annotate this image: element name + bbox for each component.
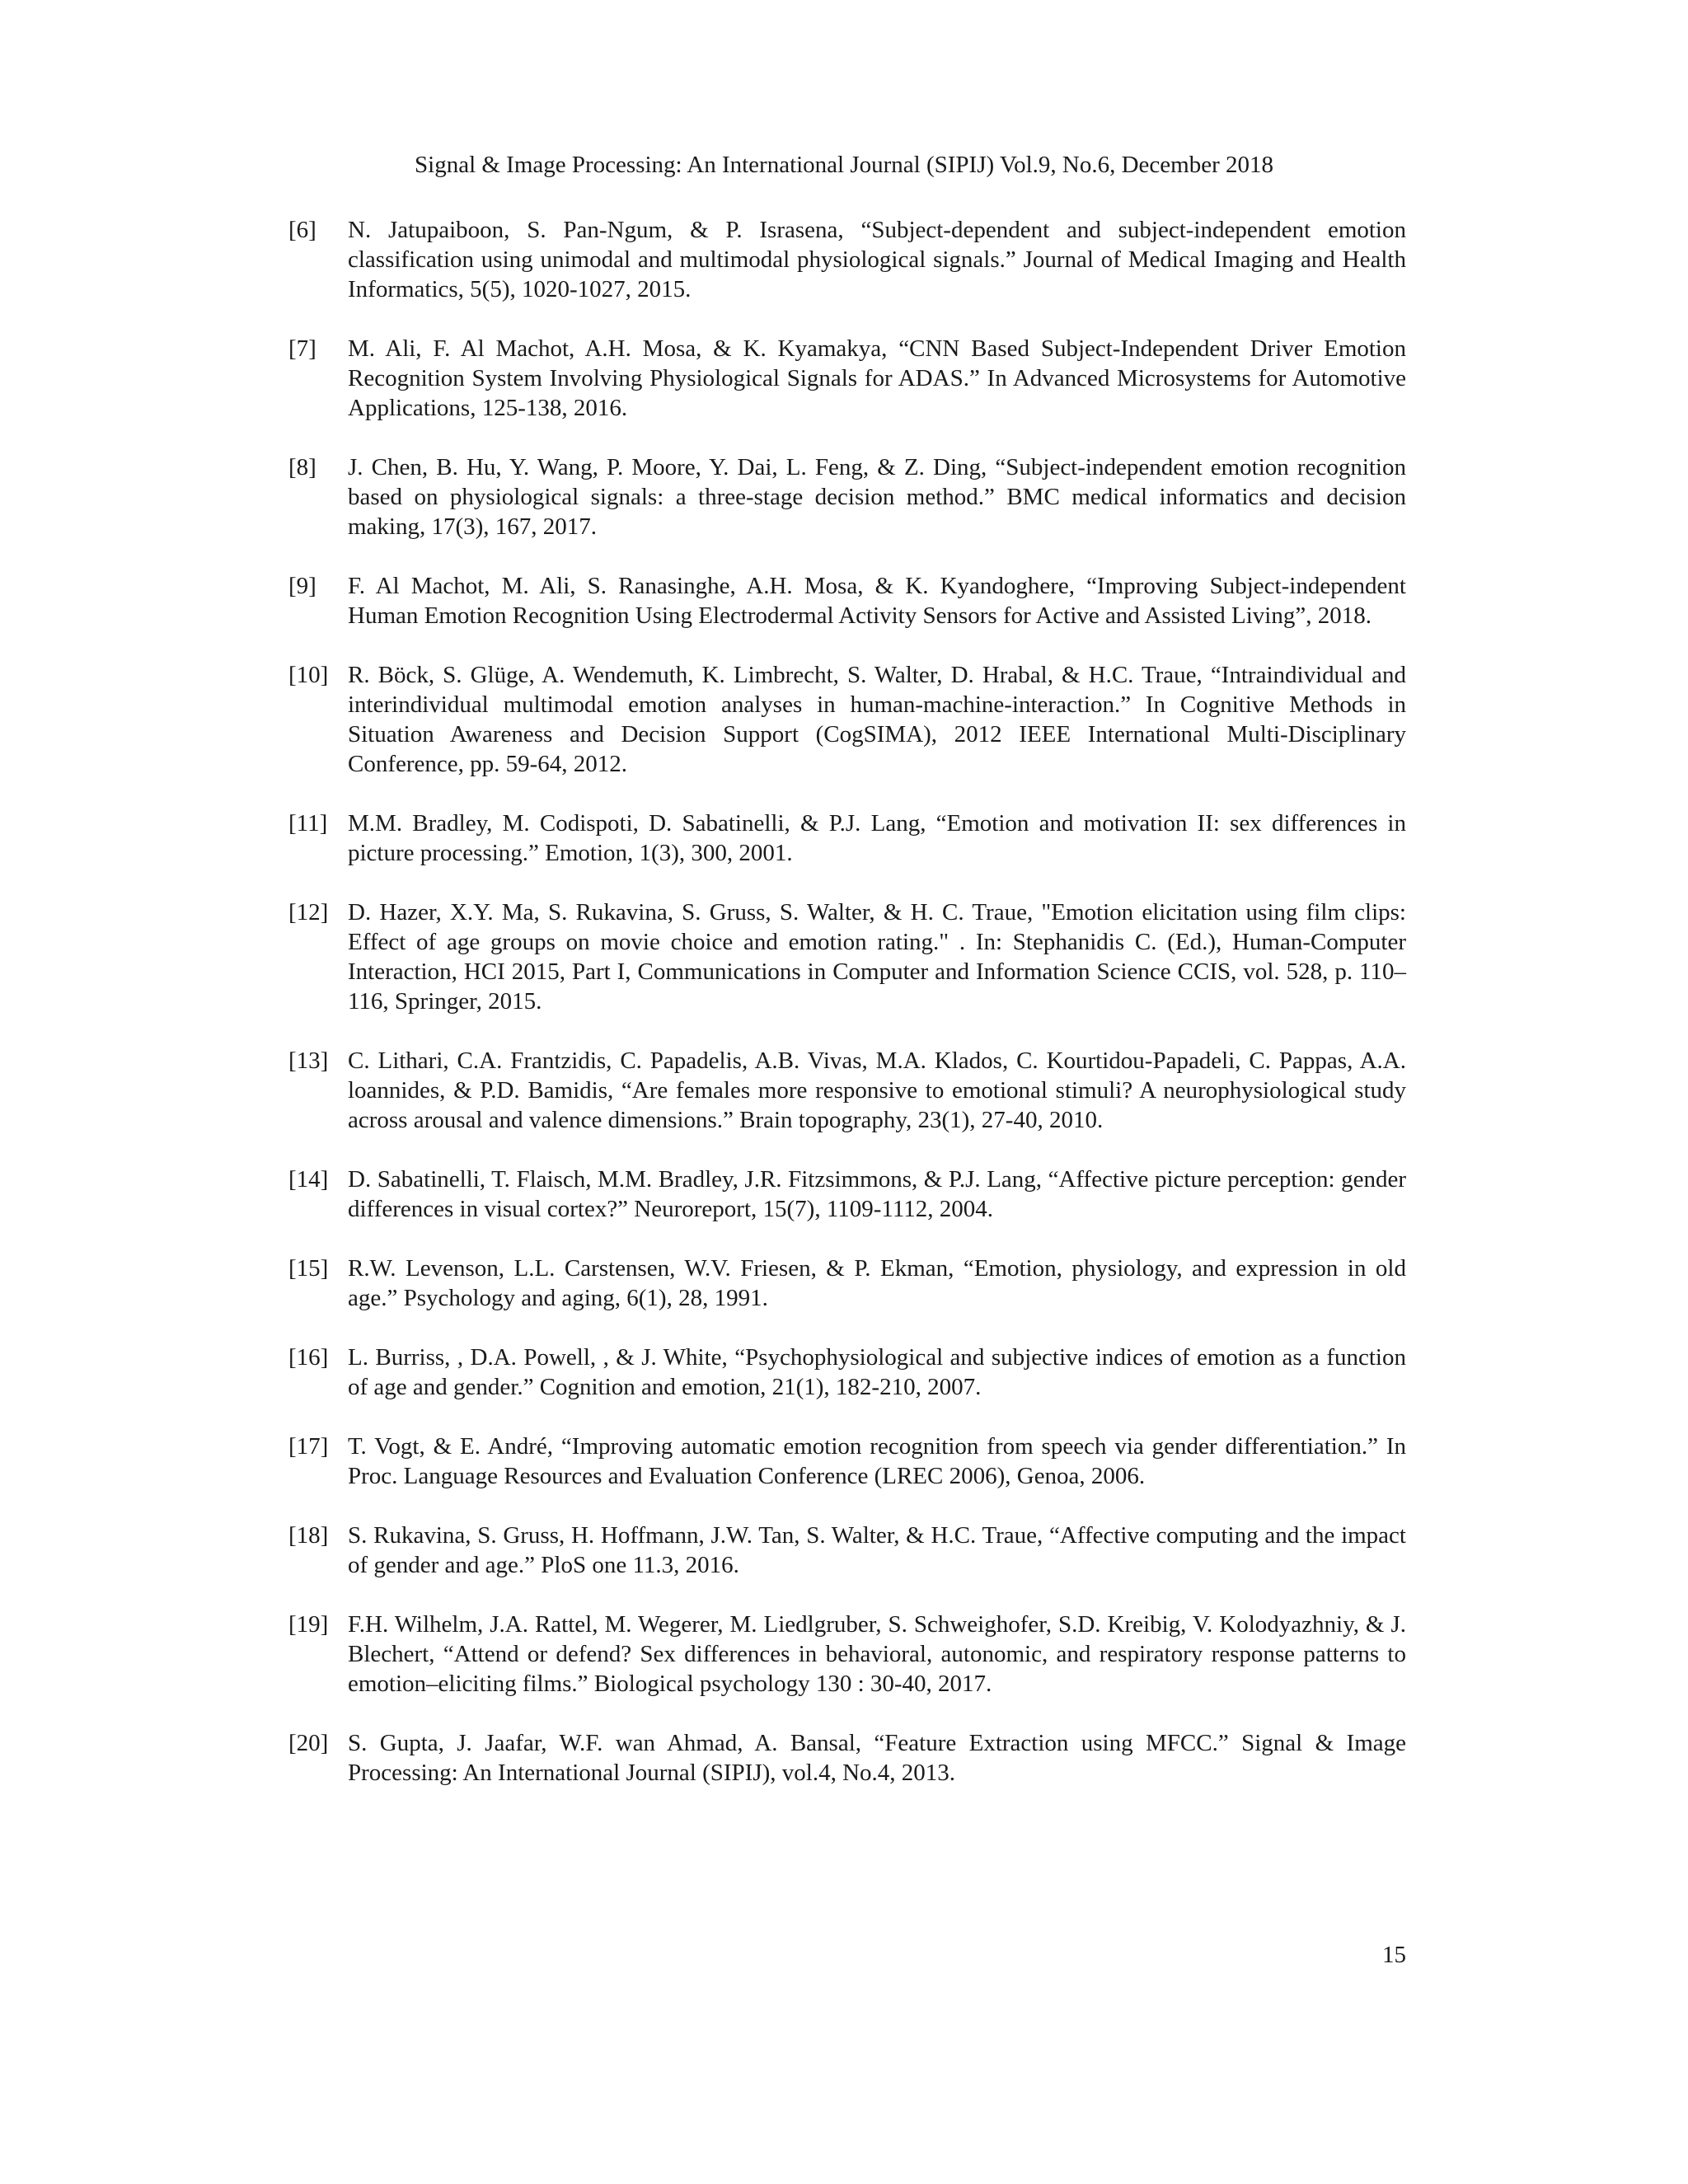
reference-text: M.M. Bradley, M. Codispoti, D. Sabatinelli, & P.J. Lang, “Emotion and motivation II: sex differences in picture processing.” Emotion, 1(3), 300, 2001. [348, 810, 1406, 866]
reference-text: J. Chen, B. Hu, Y. Wang, P. Moore, Y. Dai, L. Feng, & Z. Ding, “Subject-independent emotion recognition based on physiological signals: a three-stage decision method.” BMC medical informatics and decision making, 17(3), 167, 2017. [348, 454, 1406, 540]
reference-number: [19] [288, 1611, 329, 1638]
reference-item [288, 898, 1406, 1016]
reference-item [288, 452, 1406, 541]
reference-text: L. Burriss, , D.A. Powell, , & J. White, “Psychophysiological and subjective indices of emotion as a function of age and gender.” Cognition and emotion, 21(1), 182-210, 2007. [348, 1344, 1406, 1400]
reference-text: M. Ali, F. Al Machot, A.H. Mosa, & K. Kyamakya, “CNN Based Subject-Independent Driver Emotion Recognition System Involving Physiological Signals for ADAS.” In Advanced Microsystems for Automotive Applications, 125-138, 2016. [348, 335, 1406, 421]
reference-number: [17] [288, 1433, 329, 1460]
reference-item [288, 808, 1406, 868]
reference-number: [7] [288, 335, 316, 362]
reference-number: [8] [288, 454, 316, 480]
reference-text: F.H. Wilhelm, J.A. Rattel, M. Wegerer, M. Liedlgruber, S. Schweighofer, S.D. Kreibig, V. Kolodyazhniy, & J. Blechert, “Attend or defend? Sex differences in behavioral, autonomic, and respiratory response patterns to emotion–eliciting films.” Biological psychology 130 : 30-40, 2017. [348, 1611, 1406, 1697]
reference-text: S. Gupta, J. Jaafar, W.F. wan Ahmad, A. Bansal, “Feature Extraction using MFCC.” Signal & Image Processing: An International Journal (SIPIJ), vol.4, No.4, 2013. [348, 1730, 1406, 1786]
reference-item [288, 1254, 1406, 1313]
reference-number: [11] [288, 810, 328, 837]
reference-number: [9] [288, 573, 316, 599]
reference-item [288, 1521, 1406, 1580]
reference-text: D. Hazer, X.Y. Ma, S. Rukavina, S. Gruss, S. Walter, & H. C. Traue, "Emotion elicitation using film clips: Effect of age groups on movie choice and emotion rating." . In: Stephanidis C. (Ed.), Human-Computer Interaction, HCI 2015, Part I, Communications in Computer and Information Science CCIS, vol. 528, p. 110–116, Springer, 2015. [348, 899, 1406, 1015]
reference-item [288, 1343, 1406, 1402]
reference-number: [10] [288, 662, 329, 688]
reference-item [288, 1432, 1406, 1491]
reference-text: C. Lithari, C.A. Frantzidis, C. Papadelis, A.B. Vivas, M.A. Klados, C. Kourtidou-Papadeli, C. Pappas, A.A. loannides, & P.D. Bamidis, “Are females more responsive to emotional stimuli? A neurophysiological study across arousal and valence dimensions.” Brain topography, 23(1), 27-40, 2010. [348, 1047, 1406, 1133]
reference-item [288, 660, 1406, 779]
reference-text: T. Vogt, & E. André, “Improving automatic emotion recognition from speech via gender differentiation.” In Proc. Language Resources and Evaluation Conference (LREC 2006), Genoa, 2006. [348, 1433, 1406, 1489]
reference-number: [14] [288, 1166, 329, 1193]
reference-number: [18] [288, 1522, 329, 1549]
reference-text: F. Al Machot, M. Ali, S. Ranasinghe, A.H. Mosa, & K. Kyandoghere, “Improving Subject-independent Human Emotion Recognition Using Electrodermal Activity Sensors for Active and Assisted Living”, 2018. [348, 573, 1406, 629]
reference-item [288, 1046, 1406, 1135]
reference-text: N. Jatupaiboon, S. Pan-Ngum, & P. Israsena, “Subject-dependent and subject-independent emotion classification using unimodal and multimodal physiological signals.” Journal of Medical Imaging and Health Informatics, 5(5), 1020-1027, 2015. [348, 217, 1406, 302]
reference-number: [20] [288, 1730, 329, 1756]
reference-item [288, 571, 1406, 630]
reference-text: R.W. Levenson, L.L. Carstensen, W.V. Friesen, & P. Ekman, “Emotion, physiology, and expression in old age.” Psychology and aging, 6(1), 28, 1991. [348, 1255, 1406, 1311]
reference-list [288, 215, 1406, 1817]
reference-item [288, 1165, 1406, 1224]
reference-number: [6] [288, 217, 316, 243]
reference-item [288, 1728, 1406, 1788]
reference-item [288, 1610, 1406, 1699]
reference-number: [13] [288, 1047, 329, 1074]
running-header: Signal & Image Processing: An International Journal (SIPIJ) Vol.9, No.6, December 2018 [415, 152, 1273, 178]
reference-number: [16] [288, 1344, 329, 1371]
reference-text: S. Rukavina, S. Gruss, H. Hoffmann, J.W. Tan, S. Walter, & H.C. Traue, “Affective computing and the impact of gender and age.” PloS one 11.3, 2016. [348, 1522, 1406, 1578]
reference-number: [15] [288, 1255, 329, 1282]
reference-item [288, 334, 1406, 423]
reference-text: R. Böck, S. Glüge, A. Wendemuth, K. Limbrecht, S. Walter, D. Hrabal, & H.C. Traue, “Intraindividual and interindividual multimodal emotion analyses in human-machine-interaction.” In Cognitive Methods in Situation Awareness and Decision Support (CogSIMA), 2012 IEEE International Multi-Disciplinary Conference, pp. 59-64, 2012. [348, 662, 1406, 777]
page-number: 15 [1382, 1942, 1406, 1968]
reference-item [288, 215, 1406, 304]
reference-text: D. Sabatinelli, T. Flaisch, M.M. Bradley, J.R. Fitzsimmons, & P.J. Lang, “Affective picture perception: gender differences in visual cortex?” Neuroreport, 15(7), 1109-1112, 2004. [348, 1166, 1406, 1222]
reference-number: [12] [288, 899, 329, 926]
